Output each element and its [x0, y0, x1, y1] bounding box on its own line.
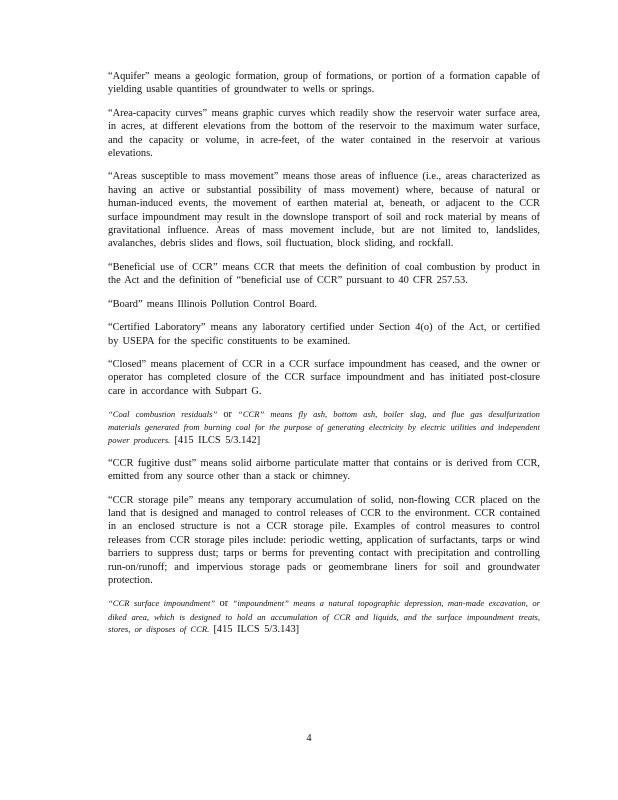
definition-beneficial-use-of-ccr: “Beneficial use of CCR” means CCR that meets the definition of coal combustion by product in the Act and the definition of “beneficial use of CCR” pursuant to 40 CFR 257.53. — [108, 261, 540, 287]
statute-citation: [415 ILCS 5/3.143] — [213, 623, 300, 635]
definition-areas-susceptible-to-mass-movement: “Areas susceptible to mass movement” means those areas of influence (i.e., areas characterized as having an active or substantial possibility of mass movement) where, because of natural or human-induced events, the movement of earthen material at, beneath, or adjacent to the CCR surface impoundment may result in the downslope transport of soil and rock material by means of gravitational influence. Areas of mass movement include, but are not limited to, landslides, avalanches, debris slides and flows, soil fluctuation, block sliding, and rockfall. — [108, 171, 540, 250]
page-number: 4 — [306, 733, 312, 744]
statute-connector: or — [219, 598, 229, 610]
statute-citation: [415 ILCS 5/3.142] — [174, 434, 261, 446]
definition-ccr-surface-impoundment — [108, 597, 540, 636]
definition-ccr-fugitive-dust: “CCR fugitive dust” means solid airborne particulate matter that contains or is derived from CCR, emitted from any source other than a stack or chimney. — [108, 457, 540, 483]
definition-closed: “Closed” means placement of CCR in a CCR surface impoundment has ceased, and the owner or operator has completed closure of the CCR surface impoundment and has initiated post-closure care in accordance with Subpart G. — [108, 358, 540, 397]
definition-coal-combustion-residuals — [108, 408, 540, 447]
definition-area-capacity-curves: “Area-capacity curves” means graphic curves which readily show the reservoir water surface area, in acres, at different elevations from the bottom of the reservoir to the maximum water surface, and the capacity or volume, in acre-feet, of the water contained in the reservoir at various elevations. — [108, 107, 540, 160]
statute-term: “CCR surface impoundment” — [108, 598, 216, 609]
document-page — [108, 70, 540, 646]
definition-certified-laboratory: “Certified Laboratory” means any laboratory certified under Section 4(o) of the Act, or certified by USEPA for the specific constituents to be examined. — [108, 322, 540, 347]
statute-text: “impoundment” means a natural topographic depression, man-made excavation, or diked area, which is designed to hold an accumulation of CCR and liquids, and the surface impoundment treats, stores, or disposes of CCR. — [108, 598, 540, 634]
statute-connector: or — [223, 409, 232, 421]
definition-aquifer: “Aquifer” means a geologic formation, group of formations, or portion of a formation capable of yielding usable quantities of groundwater to wells or springs. — [108, 71, 540, 96]
definition-board: “Board” means Illinois Pollution Control Board. — [108, 298, 317, 310]
statute-term: “Coal combustion residuals” — [108, 409, 218, 420]
definition-ccr-storage-pile: “CCR storage pile” means any temporary accumulation of solid, non-flowing CCR placed on the land that is designed and managed to control releases of CCR to the environment. CCR contained in an enclosed structure is not a CCR storage pile. Examples of control measures to control releases from CCR storage piles include: periodic wetting, application of surfactants, tarps or wind barriers to suppress dust; tarps or berms for preventing contact with precipitation and controlling run-on/runoff; and impervious storage pads or geomembrane liners for soil and groundwater protection. — [108, 494, 540, 586]
statute-text: “CCR” means fly ash, bottom ash, boiler slag, and flue gas desulfurization materials generated from burning coal for the purpose of generating electricity by electric utilities and independent power producers. — [108, 409, 540, 445]
